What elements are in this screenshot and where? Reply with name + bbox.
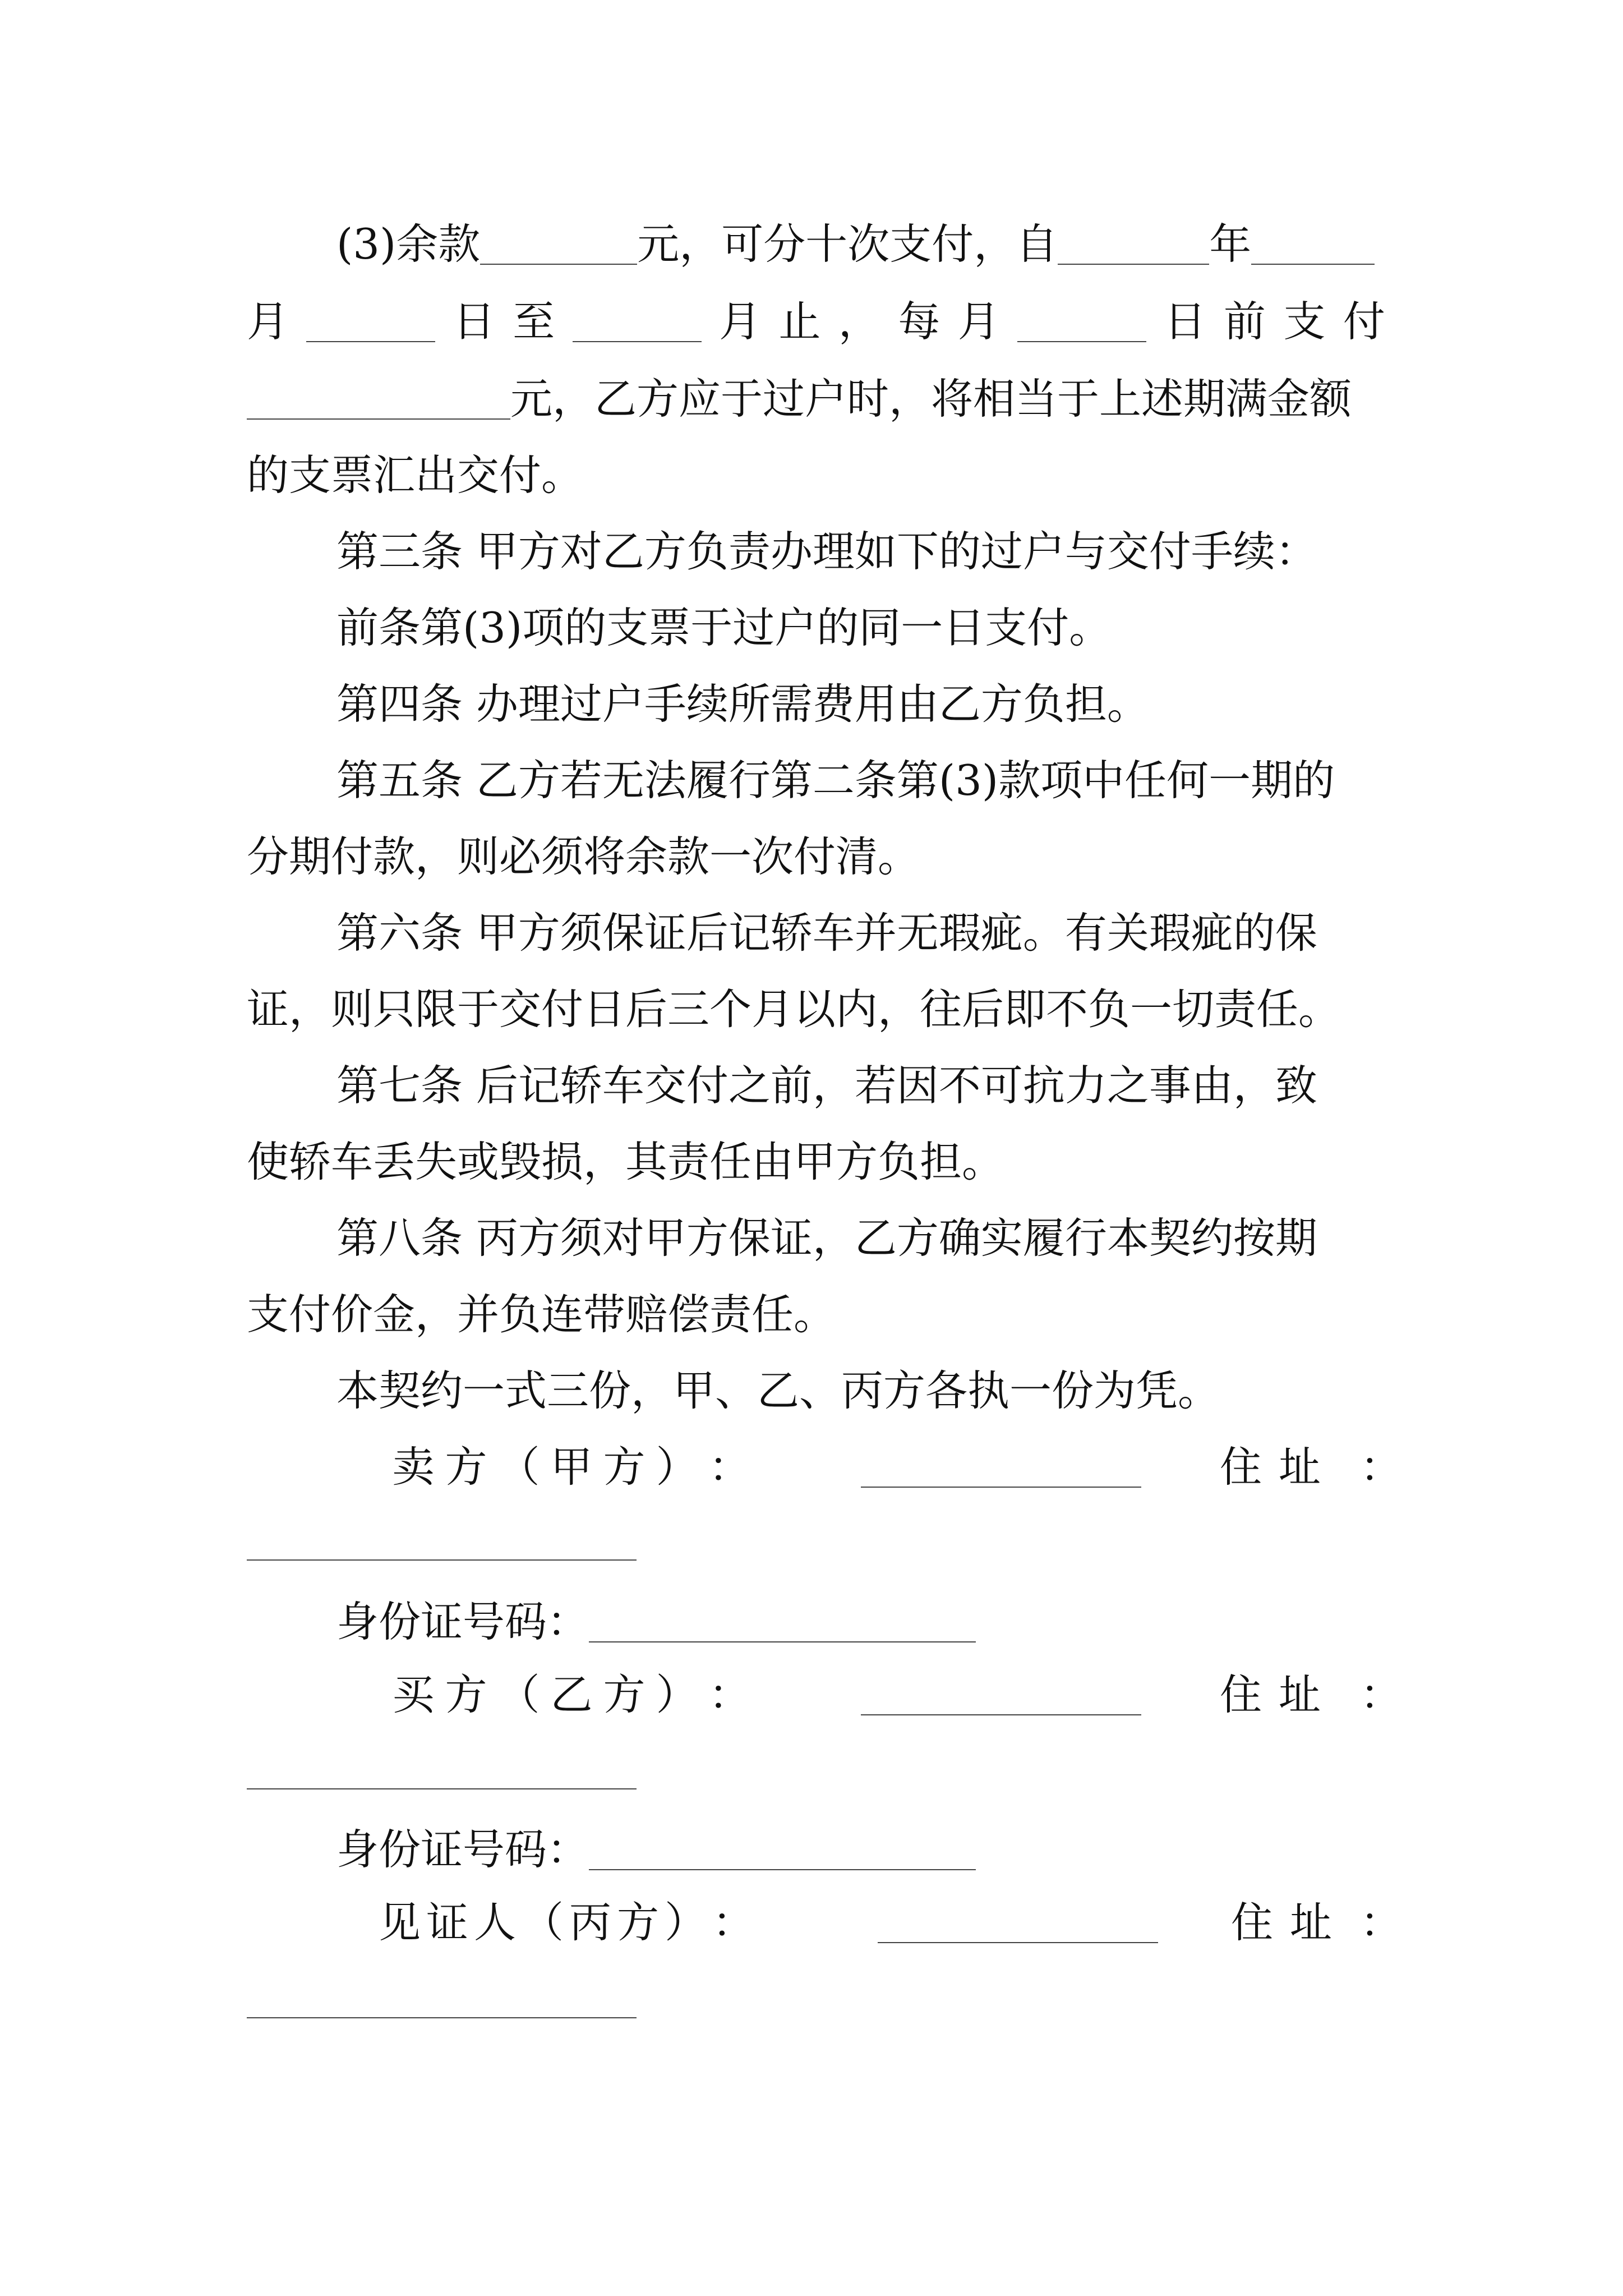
seller-label-char: 方 [445, 1442, 487, 1492]
witness-name-blank[interactable] [878, 1942, 1158, 1943]
blank-start-year[interactable] [1058, 223, 1209, 265]
buyer-address-label [1211, 1664, 1329, 1726]
text-day-2: 日 [1164, 297, 1206, 346]
article-6-line-2: 证，则只限于交付日后三个月以内，往后即不负一切责任。 [247, 984, 1341, 1034]
article-3-detail: 前条第(3)项的支票于过户的同一日支付。 [336, 603, 1112, 652]
buyer-id-label: 身份证号码： [336, 1825, 589, 1874]
blank-start-day[interactable] [306, 301, 435, 342]
clause-3-line-2 [247, 291, 1385, 352]
buyer-label-char: 方 [603, 1670, 645, 1719]
seller-id-label: 身份证号码： [336, 1597, 589, 1646]
text-to: 至 [513, 297, 555, 346]
address-char: 住 [1219, 1442, 1262, 1492]
witness-label-char: 人 [473, 1898, 516, 1947]
witness-label-char: ： [712, 1898, 754, 1947]
text-month: 月 [247, 297, 289, 346]
article-7-line-1: 第七条 后记轿车交付之前，若因不可抗力之事由，致 [336, 1061, 1317, 1110]
text-day: 日 [453, 297, 495, 346]
seller-id-row [247, 1591, 1385, 1653]
buyer-label-char: 乙 [550, 1670, 593, 1719]
address-char: 住 [1230, 1898, 1273, 1947]
text-before: 前 [1224, 297, 1266, 346]
clause-3-line-1 [247, 213, 1385, 275]
seller-label-char: 卖 [392, 1442, 435, 1492]
text-month-3: 月 [957, 297, 1000, 346]
text-month-2: 月 [719, 297, 762, 346]
article-8-line-1: 第八条 丙方须对甲方保证，乙方确实履行本契约按期 [336, 1213, 1317, 1263]
buyer-name-blank[interactable] [861, 1714, 1141, 1715]
article-5-line-1: 第五条 乙方若无法履行第二条第(3)款项中任何一期的 [336, 756, 1335, 805]
blank-monthly-amount[interactable] [247, 378, 510, 420]
blank-start-month[interactable] [1251, 223, 1375, 265]
buyer-id-blank[interactable] [589, 1829, 976, 1870]
blank-remaining-amount[interactable] [480, 223, 637, 265]
article-5-line-2: 分期付款，则必须将余款一次付清。 [247, 832, 920, 881]
article-6-line-1: 第六条 甲方须保证后记轿车并无瑕疵。有关瑕疵的保 [336, 908, 1317, 958]
witness-label-char: 丙 [569, 1898, 611, 1947]
text-comma: ， [838, 297, 880, 346]
witness-label-char: （ [521, 1898, 564, 1947]
text-remaining-amount: (3)余款 [336, 219, 481, 269]
text-until: 止 [778, 297, 821, 346]
witness-label-char: ） [664, 1898, 707, 1947]
article-8-line-2: 支付价金，并负连带赔偿责任。 [247, 1290, 836, 1339]
witness-address-colon: ： [1359, 1898, 1402, 1947]
buyer-label-char: ） [656, 1670, 698, 1719]
seller-label [387, 1436, 756, 1498]
article-3: 第三条 甲方对乙方负责办理如下的过户与交付手续： [336, 527, 1317, 576]
seller-label-char: （ [497, 1442, 540, 1492]
witness-address-blank[interactable] [247, 2017, 637, 2018]
seller-label-char: 甲 [550, 1442, 593, 1492]
witness-label-char: 证 [426, 1898, 468, 1947]
buyer-label-char: （ [497, 1670, 540, 1719]
seller-address-blank[interactable] [247, 1559, 637, 1561]
seller-label-char: ： [708, 1442, 751, 1492]
text-each: 每 [898, 297, 940, 346]
address-char: 址 [1278, 1670, 1321, 1719]
buyer-label [387, 1664, 756, 1726]
buyer-label-char: ： [708, 1670, 751, 1719]
clause-3-line-4: 的支票汇出交付。 [247, 450, 584, 500]
blank-pay-day[interactable] [1017, 301, 1146, 342]
text-year: 年 [1209, 219, 1252, 269]
address-char: 址 [1278, 1442, 1321, 1492]
text-monthly-amount-tail: 元，乙方应于过户时，将相当于上述期满金额 [510, 374, 1352, 424]
witness-label-char: 见 [378, 1898, 421, 1947]
article-7-line-2: 使轿车丢失或毁损，其责任由甲方负担。 [247, 1137, 1004, 1186]
text-payment-terms: 元，可分十次支付，自 [637, 219, 1058, 269]
seller-label-char: 方 [603, 1442, 645, 1492]
address-char: 住 [1219, 1670, 1262, 1719]
seller-address-label [1211, 1436, 1329, 1498]
blank-end-month[interactable] [573, 301, 702, 342]
buyer-label-char: 方 [445, 1670, 487, 1719]
address-char: 址 [1289, 1898, 1332, 1947]
seller-address-colon: ： [1359, 1442, 1402, 1492]
buyer-row [247, 1664, 1402, 1726]
witness-row [247, 1892, 1402, 1953]
seller-label-char: ） [656, 1442, 698, 1492]
witness-label [376, 1892, 757, 1953]
buyer-address-colon: ： [1359, 1670, 1402, 1719]
seller-id-blank[interactable] [589, 1601, 976, 1642]
witness-address-label [1223, 1892, 1340, 1953]
text-pay: 支 [1283, 297, 1326, 346]
clause-3-line-3 [247, 368, 1385, 430]
buyer-id-row [247, 1819, 1385, 1880]
buyer-label-char: 买 [392, 1670, 435, 1719]
copies-clause: 本契约一式三份，甲、乙、丙方各执一份为凭。 [336, 1366, 1220, 1415]
buyer-address-blank[interactable] [247, 1788, 637, 1789]
text-pay-2: 付 [1343, 297, 1385, 346]
seller-name-blank[interactable] [861, 1487, 1141, 1488]
article-4: 第四条 办理过户手续所需费用由乙方负担。 [336, 679, 1149, 729]
witness-label-char: 方 [616, 1898, 659, 1947]
seller-row [247, 1436, 1402, 1498]
